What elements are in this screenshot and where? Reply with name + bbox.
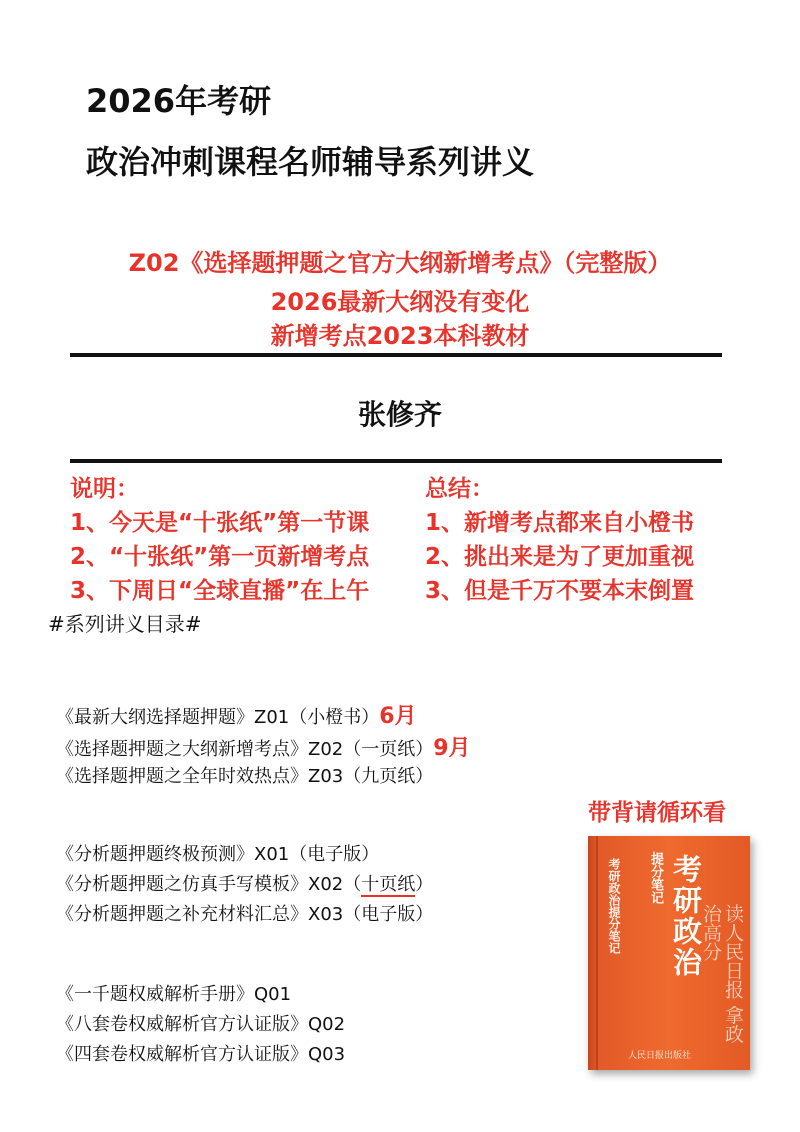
notes-right-item: 2、挑出来是为了更加重视 bbox=[425, 544, 695, 570]
book-caption: 带背请循环看 bbox=[588, 800, 726, 826]
toc-item-title: 《八套卷权威解析官方认证版》Q02 bbox=[56, 1014, 346, 1035]
notes-left-item: 1、今天是“十张纸”第一节课 bbox=[70, 510, 370, 536]
toc-item-title: 《一千题权威解析手册》Q01 bbox=[56, 984, 292, 1005]
notes-right-item: 1、新增考点都来自小橙书 bbox=[425, 510, 695, 536]
book-cover-image bbox=[588, 836, 750, 1070]
toc-item bbox=[56, 1010, 345, 1036]
notes-left-item: 2、“十张纸”第一页新增考点 bbox=[70, 544, 370, 570]
toc-item-underlined: 十页纸 bbox=[361, 874, 416, 895]
book-slogan: 读人民日报 拿政治高分 bbox=[700, 904, 744, 1044]
toc-item bbox=[56, 900, 433, 926]
toc-item bbox=[56, 1040, 345, 1066]
toc-item-title: 《分析题押题之补充材料汇总》X03（电子版） bbox=[56, 904, 434, 925]
toc-heading: #系列讲义目录# bbox=[48, 612, 202, 636]
toc-item bbox=[56, 731, 471, 762]
subtitle-note-2: 新增考点2023本科教材 bbox=[270, 322, 530, 350]
book-side-title: 考研政治提分笔记 bbox=[607, 858, 621, 954]
book-spine bbox=[596, 836, 598, 1070]
notes-left-item: 3、下周日“全球直播”在上午 bbox=[70, 578, 370, 604]
divider-bottom bbox=[70, 459, 722, 463]
book-publisher: 人民日报出版社 bbox=[628, 1051, 692, 1061]
author-name: 张修齐 bbox=[357, 398, 442, 431]
toc-item-title: 《分析题押题之仿真手写模板》X02（ bbox=[56, 874, 362, 895]
toc-item-title: 《选择题押题之大纲新增考点》Z02（一页纸） bbox=[56, 739, 434, 760]
header-course-title: 政治冲刺课程名师辅导系列讲义 bbox=[86, 143, 535, 181]
subtitle-note-1: 2026最新大纲没有变化 bbox=[270, 288, 530, 316]
subtitle-doc-name: Z02《选择题押题之官方大纲新增考点》（完整版） bbox=[128, 249, 672, 277]
toc-item-title: 《四套卷权威解析官方认证版》Q03 bbox=[56, 1044, 346, 1065]
toc-item-title: 《选择题押题之全年时效热点》Z03（九页纸） bbox=[56, 766, 434, 787]
toc-item-title: 《分析题押题终极预测》X01（电子版） bbox=[56, 844, 380, 865]
toc-item bbox=[56, 840, 379, 866]
toc-item bbox=[56, 699, 417, 730]
toc-item bbox=[56, 762, 433, 788]
toc-item-title: 《最新大纲选择题押题》Z01（小橙书） bbox=[56, 707, 380, 728]
notes-right-item: 3、但是千万不要本末倒置 bbox=[425, 578, 695, 604]
divider-top bbox=[70, 353, 722, 357]
notes-right-title: 总结： bbox=[425, 476, 494, 502]
header-year-title: 2026年考研 bbox=[86, 82, 272, 120]
book-series: 提分笔记 bbox=[648, 852, 663, 904]
toc-item-month-badge: 6月 bbox=[379, 704, 417, 729]
book-title: 考研政治 bbox=[669, 854, 703, 978]
toc-item-title-end: ） bbox=[415, 874, 434, 895]
toc-item bbox=[56, 870, 433, 896]
toc-item bbox=[56, 980, 291, 1006]
toc-item-month-badge: 9月 bbox=[433, 736, 471, 761]
notes-left-title: 说明： bbox=[70, 476, 139, 502]
